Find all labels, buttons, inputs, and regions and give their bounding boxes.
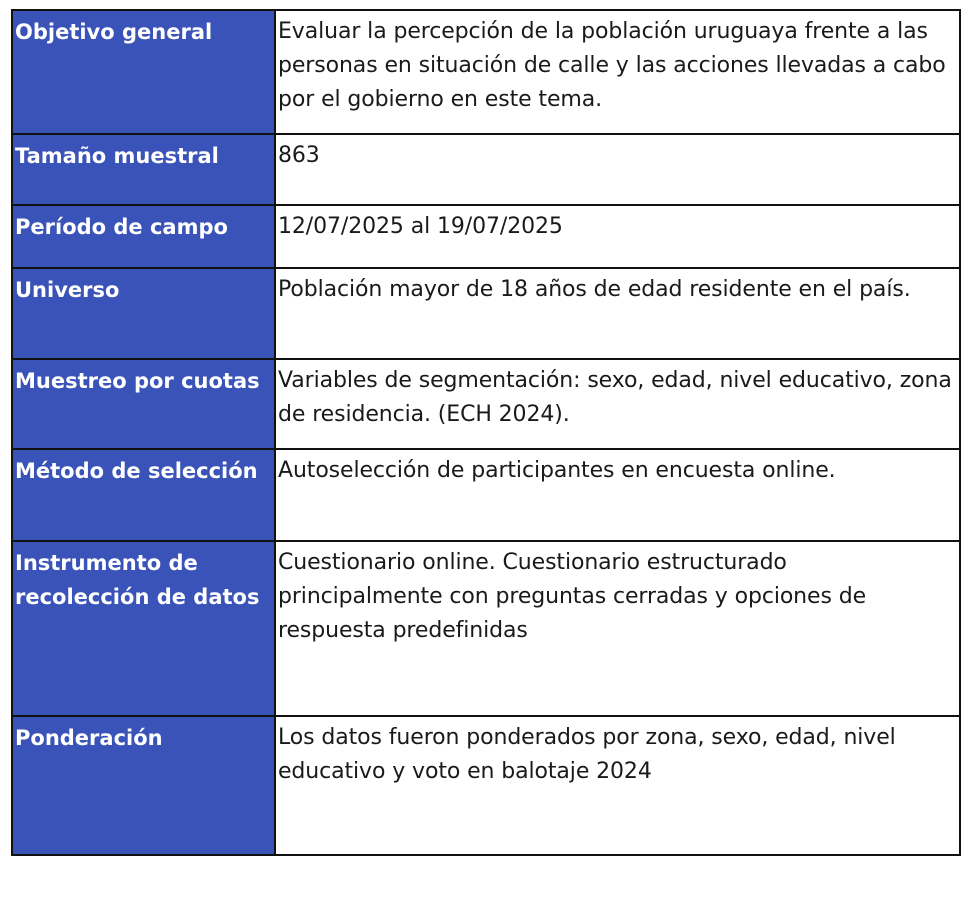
row-label: Ponderación (12, 716, 275, 855)
row-value: Población mayor de 18 años de edad residente en el país. (275, 268, 960, 359)
row-muestreo-por-cuotas (12, 359, 960, 449)
methodology-table (11, 9, 961, 856)
row-value: 863 (275, 134, 960, 205)
row-label: Muestreo por cuotas (12, 359, 275, 449)
row-value: Variables de segmentación: sexo, edad, nivel educativo, zona de residencia. (ECH 2024). (275, 359, 960, 449)
row-label: Método de selección (12, 449, 275, 541)
row-label: Instrumento de recolección de datos (12, 541, 275, 716)
row-instrumento-de-recoleccion (12, 541, 960, 716)
row-label: Universo (12, 268, 275, 359)
row-label: Objetivo general (12, 10, 275, 134)
row-value: 12/07/2025 al 19/07/2025 (275, 205, 960, 268)
row-label: Período de campo (12, 205, 275, 268)
row-value: Los datos fueron ponderados por zona, sexo, edad, nivel educativo y voto en balotaje 2024 (275, 716, 960, 855)
row-universo (12, 268, 960, 359)
row-objetivo-general (12, 10, 960, 134)
row-value: Autoselección de participantes en encuesta online. (275, 449, 960, 541)
row-label: Tamaño muestral (12, 134, 275, 205)
row-value: Cuestionario online. Cuestionario estructurado principalmente con preguntas cerradas y opciones de respuesta predefinidas (275, 541, 960, 716)
row-ponderacion (12, 716, 960, 855)
row-metodo-de-seleccion (12, 449, 960, 541)
row-periodo-de-campo (12, 205, 960, 268)
row-value: Evaluar la percepción de la población uruguaya frente a las personas en situación de calle y las acciones llevadas a cabo por el gobierno en este tema. (275, 10, 960, 134)
row-tamano-muestral (12, 134, 960, 205)
